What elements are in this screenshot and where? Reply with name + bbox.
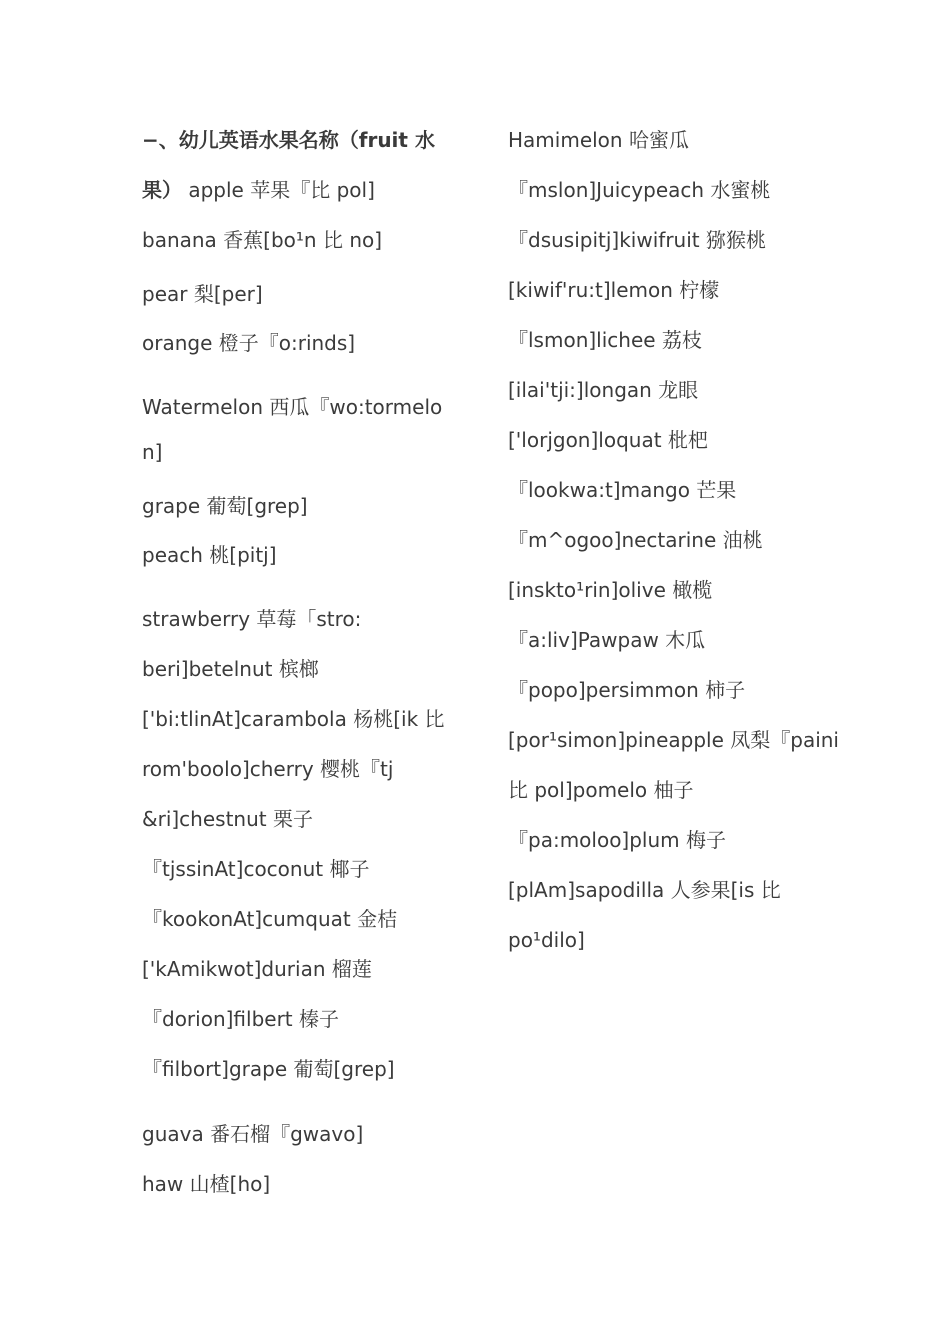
entry-pineapple: [por¹simon]pineapple 凤梨『paini [508, 728, 839, 752]
entry-grape-2: 『filbort]grape 葡萄[grep] [142, 1057, 395, 1081]
entry-juicypeach: 『mslon]Juicypeach 水蜜桃 [508, 178, 771, 202]
entry-hamimelon: Hamimelon 哈蜜瓜 [508, 128, 689, 152]
heading-line-1 [142, 115, 487, 165]
entry-pear: pear 梨[per] [142, 282, 263, 306]
entry-strawberry: strawberry 草莓「stro: [142, 607, 362, 631]
entry-longan: [ilai'tji:]longan 龙眼 [508, 378, 699, 402]
entry-loquat: ['lorjgon]loquat 枇杷 [508, 428, 708, 452]
entry-guava: guava 番石榴『gwavo] [142, 1122, 364, 1146]
section-heading-part-2: 果） [142, 178, 182, 202]
entry-grape: grape 葡萄[grep] [142, 494, 308, 518]
entry-cumquat: 『kookonAt]cumquat 金桔 [142, 907, 398, 931]
entry-persimmon: 『popo]persimmon 柿子 [508, 678, 746, 702]
entry-watermelon: Watermelon 西瓜『wo:tormelo [142, 395, 443, 419]
entry-sapodilla: [plAm]sapodilla 人参果[is 比 [508, 878, 781, 902]
entry-peach: peach 桃[pitj] [142, 543, 277, 567]
entry-chestnut: &ri]chestnut 栗子 [142, 807, 313, 831]
entry-betelnut: beri]betelnut 槟榔 [142, 657, 319, 681]
entry-nectarine: 『m^ogoo]nectarine 油桃 [508, 528, 763, 552]
entry-pomelo: 比 pol]pomelo 柚子 [508, 778, 694, 802]
entry-cherry: rom'boolo]cherry 樱桃『tj [142, 757, 394, 781]
entry-olive: [inskto¹rin]olive 橄榄 [508, 578, 713, 602]
entry-durian: ['kAmikwot]durian 榴莲 [142, 957, 372, 981]
entry-kiwifruit: 『dsusipitj]kiwifruit 猕猴桃 [508, 228, 766, 252]
entry-filbert: 『dorion]filbert 榛子 [142, 1007, 340, 1031]
entry-coconut: 『tjssinAt]coconut 椰子 [142, 857, 370, 881]
entry-sapodilla-cont: po¹dilo] [508, 928, 585, 952]
entry-banana: banana 香蕉[bo¹n 比 no] [142, 228, 383, 252]
entry-watermelon-cont: n] [142, 440, 163, 464]
entry-orange: orange 橙子『o:rinds] [142, 331, 356, 355]
section-heading-part-1: −、幼儿英语水果名称（fruit 水 [142, 128, 435, 152]
entry-carambola: ['bi:tlinAt]carambola 杨桃[ik 比 [142, 707, 445, 731]
left-column [142, 115, 487, 1209]
right-column [508, 115, 878, 965]
entry-pawpaw: 『a:liv]Pawpaw 木瓜 [508, 628, 706, 652]
entry-mango: 『lookwa:t]mango 芒果 [508, 478, 737, 502]
entry-lemon: [kiwif'ru:t]lemon 柠檬 [508, 278, 720, 302]
entry-lichee: 『lsmon]lichee 荔枝 [508, 328, 702, 352]
heading-line-2 [142, 165, 487, 215]
entry-haw: haw 山楂[ho] [142, 1172, 271, 1196]
entry-apple: apple 苹果『比 pol] [182, 178, 375, 202]
entry-plum: 『pa:moloo]plum 梅子 [508, 828, 727, 852]
